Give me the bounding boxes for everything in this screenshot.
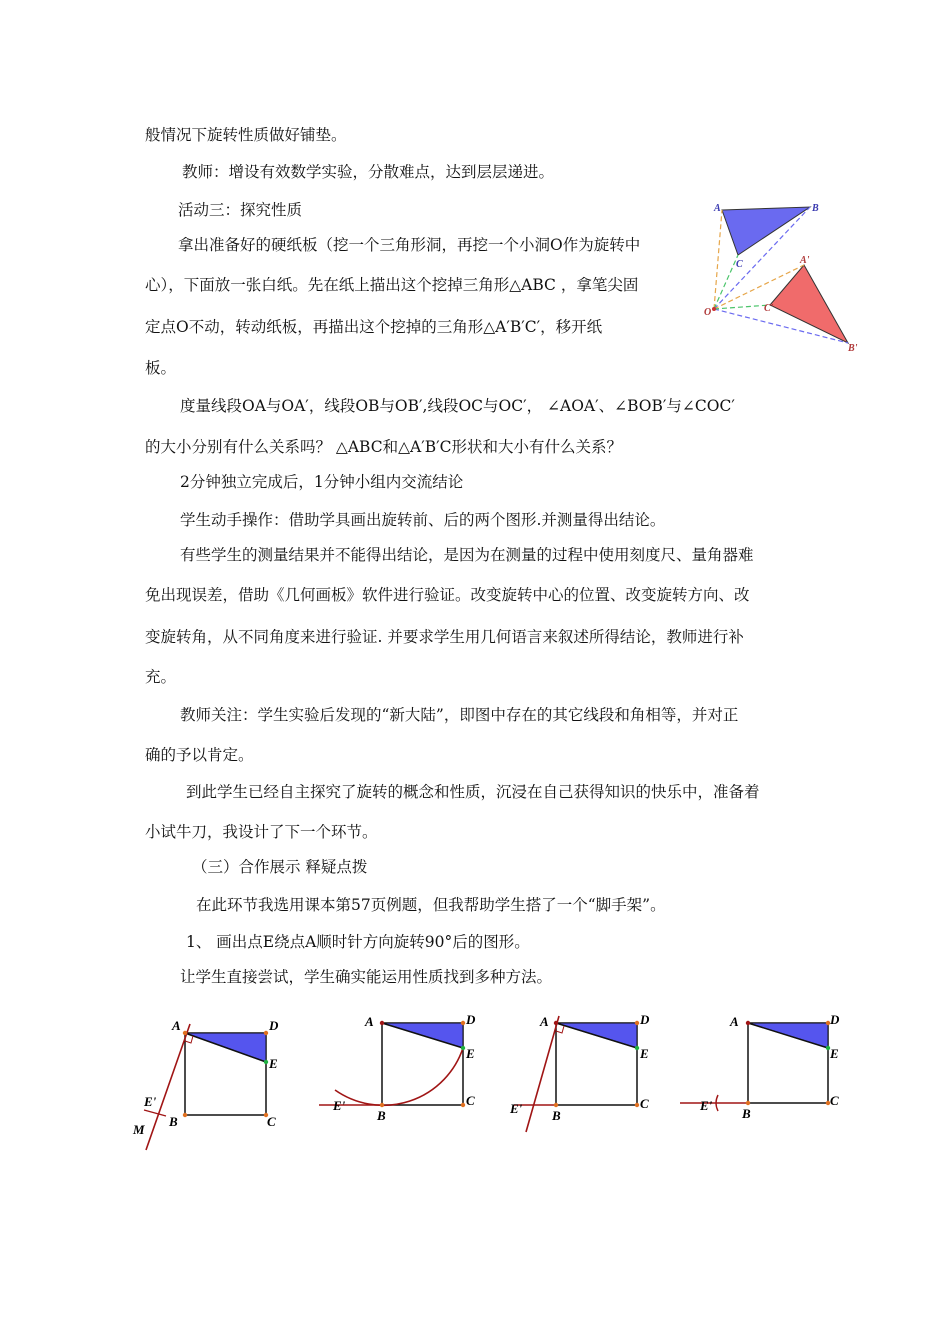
label-b: B <box>169 1114 178 1129</box>
square-figure-3 <box>500 1010 665 1135</box>
label-d: D <box>830 1012 840 1027</box>
label-e: E <box>466 1046 475 1061</box>
label-d: D <box>269 1018 279 1033</box>
label-e1: E' <box>333 1098 346 1113</box>
label-c: C <box>736 259 743 270</box>
paragraph: 的大小分别有什么关系吗？ △ABC和△A′B′C形状和大小有什么关系？ <box>145 438 622 456</box>
label-b: B <box>552 1108 561 1123</box>
rotation-figure <box>700 195 870 355</box>
paragraph: 在此环节我选用课本第57页例题，但我帮助学生搭了一个“脚手架”。 <box>196 896 666 914</box>
square-figure-1 <box>130 1010 295 1155</box>
paragraph: 教师：增设有效数学实验，分散难点，达到层层递进。 <box>182 163 555 181</box>
label-a: A <box>540 1014 549 1029</box>
paragraph: 让学生直接尝试，学生确实能运用性质找到多种方法。 <box>180 968 553 986</box>
paragraph: 定点O不动，转动纸板，再描出这个挖掉的三角形△A′B′C′，移开纸 <box>145 318 603 336</box>
label-c: C <box>640 1096 649 1111</box>
paragraph: 学生动手操作：借助学具画出旋转前、后的两个图形.并测量得出结论。 <box>180 511 666 529</box>
paragraph: 教师关注：学生实验后发现的“新大陆”，即图中存在的其它线段和角相等，并对正 <box>180 706 739 724</box>
label-e: E <box>640 1046 649 1061</box>
label-b: B <box>812 203 819 214</box>
triangle-abc <box>722 207 810 255</box>
label-a: A <box>172 1018 181 1033</box>
paragraph: 充。 <box>145 668 177 686</box>
paragraph: 板。 <box>145 359 177 377</box>
label-e1: E' <box>700 1098 713 1113</box>
label-m: M <box>133 1122 145 1137</box>
label-a: A <box>714 203 721 214</box>
paragraph: （三）合作展示 释疑点拨 <box>192 858 368 876</box>
label-e1: E' <box>144 1094 157 1109</box>
label-e: E <box>269 1056 278 1071</box>
paragraph: 变旋转角，从不同角度来进行验证. 并要求学生用几何语言来叙述所得结论，教师进行补 <box>145 628 744 646</box>
paragraph: 度量线段OA与OA′，线段OB与OB′,线段OC与OC′， ∠AOA′、∠BOB′与∠COC′ <box>180 397 735 415</box>
paragraph: 确的予以肯定。 <box>145 746 254 764</box>
label-o: O <box>704 307 712 318</box>
label-a: A <box>730 1014 739 1029</box>
label-b: B <box>377 1108 386 1123</box>
paragraph: 心），下面放一张白纸。先在纸上描出这个挖掉三角形△ABC ，拿笔尖固 <box>145 276 639 294</box>
label-b: B <box>742 1106 751 1121</box>
paragraph: 有些学生的测量结果并不能得出结论，是因为在测量的过程中使用刻度尺、量角器难 <box>180 546 754 564</box>
square-figure-2 <box>315 1010 485 1135</box>
paragraph: 2分钟独立完成后，1分钟小组内交流结论 <box>180 473 464 491</box>
paragraph: 到此学生已经自主探究了旋转的概念和性质，沉浸在自己获得知识的快乐中，准备着 <box>186 783 760 801</box>
paragraph: 般情况下旋转性质做好铺垫。 <box>145 126 347 144</box>
label-d: D <box>640 1012 650 1027</box>
label-c: C <box>830 1093 839 1108</box>
label-c: C <box>267 1114 276 1129</box>
triangle-a1b1c1 <box>770 265 848 343</box>
label-e: E <box>830 1046 839 1061</box>
paragraph: 小试牛刀，我设计了下一个环节。 <box>145 823 378 841</box>
label-d: D <box>466 1012 476 1027</box>
paragraph: 拿出准备好的硬纸板（挖一个三角形洞，再挖一个小洞O作为旋转中 <box>178 236 641 254</box>
square-figure-4 <box>670 1010 850 1135</box>
label-e1: E' <box>510 1101 523 1116</box>
label-c: C <box>466 1093 475 1108</box>
paragraph: 免出现误差，借助《几何画板》软件进行验证。改变旋转中心的位置、改变旋转方向、改 <box>145 586 750 604</box>
label-c1: C' <box>764 303 774 314</box>
label-a: A <box>365 1014 374 1029</box>
paragraph: 活动三：探究性质 <box>178 201 303 219</box>
label-a1: A' <box>800 255 810 266</box>
paragraph: 1、 画出点E绕点A顺时针方向旋转90°后的图形。 <box>186 933 530 951</box>
label-b1: B' <box>848 343 858 354</box>
